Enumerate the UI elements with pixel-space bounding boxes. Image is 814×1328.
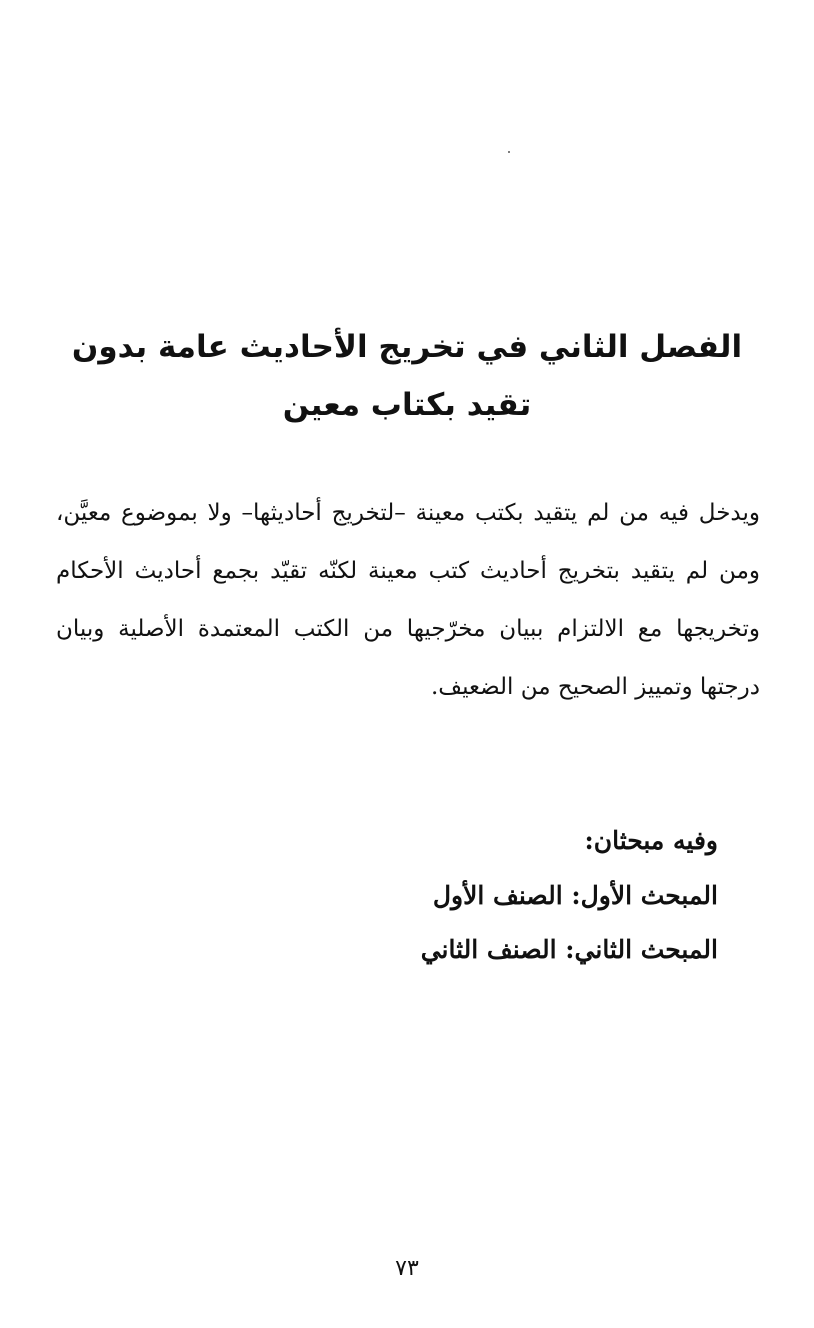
intro-paragraph: ويدخل فيه من لم يتقيد بكتب معينة –لتخريج أحاديثها– ولا بموضوع معيَّن، ومن لم يتقيد بتخريج أحاديث كتب معينة لكنّه تقيّد بجمع أحاديث الأحكام وتخريجها مع الالتزام ببيان مخرّجيها من الكتب المعتمدة الأصلية وبيان درجتها وتمييز الصحيح من الضعيف. bbox=[56, 500, 760, 700]
section-item-second: المبحث الثاني: الصنف الثاني bbox=[420, 935, 718, 964]
section-list-heading: وفيه مبحثان: bbox=[584, 826, 718, 855]
section-list bbox=[298, 815, 718, 977]
chapter-title: الفصل الثاني في تخريج الأحاديث عامة بدون تقيد بكتاب معين bbox=[71, 329, 743, 423]
page-number: ٧٣ bbox=[395, 1256, 419, 1281]
print-speck bbox=[508, 151, 510, 153]
section-item-first: المبحث الأول: الصنف الأول bbox=[432, 881, 718, 910]
